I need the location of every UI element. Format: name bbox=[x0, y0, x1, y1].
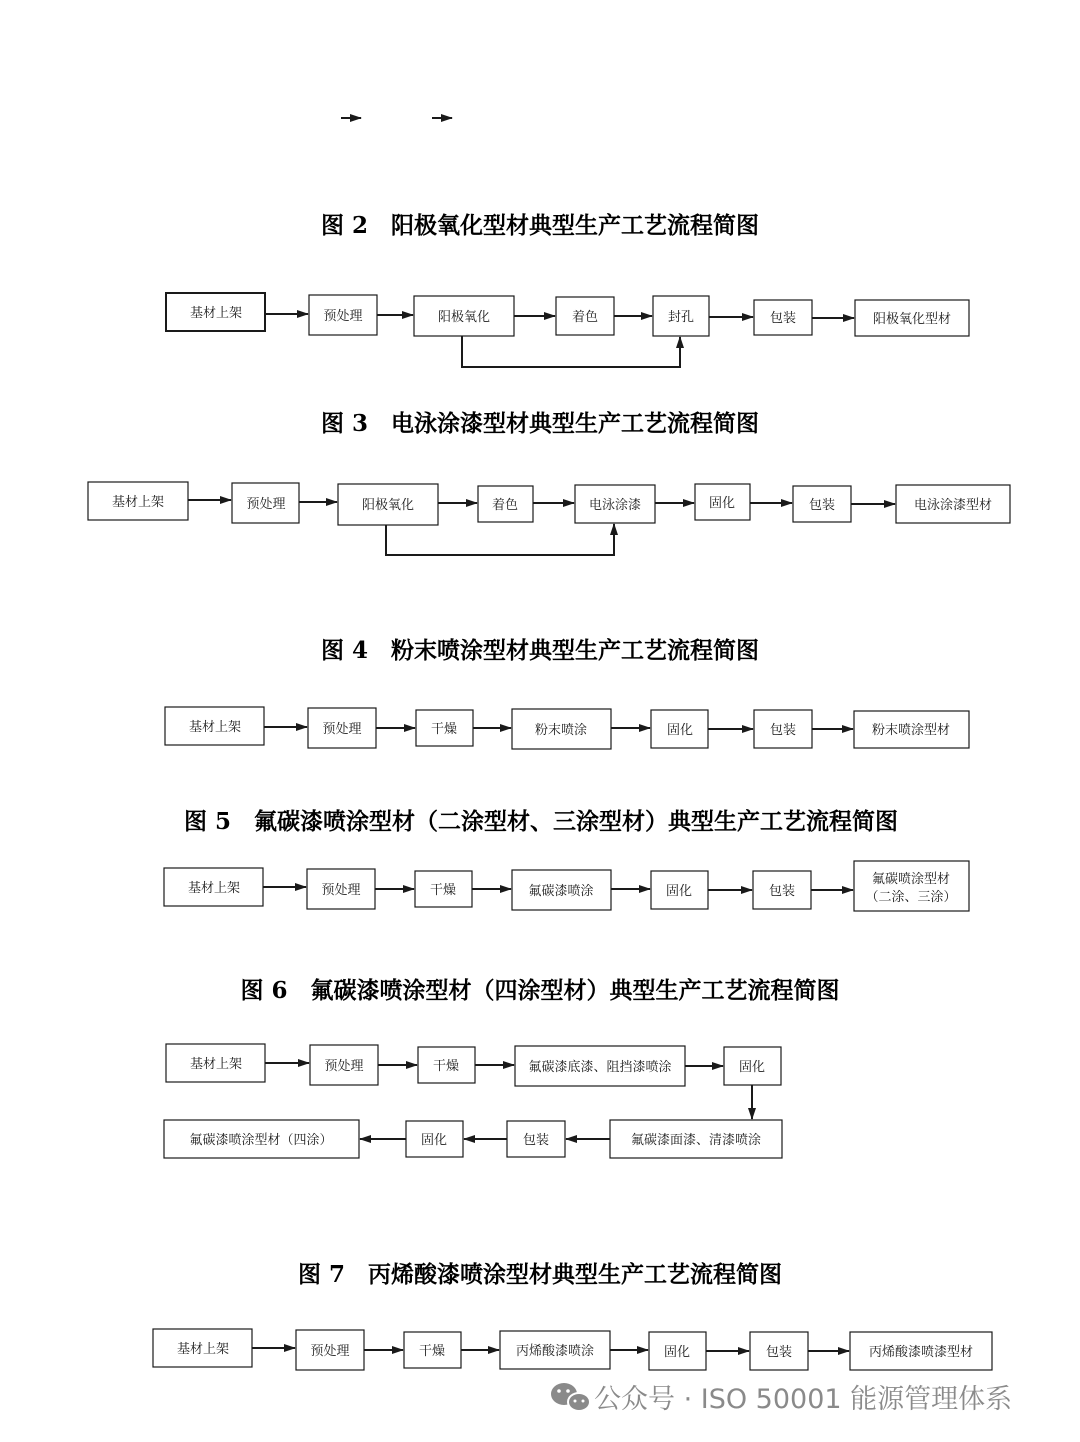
step-label: （二涂、三涂） bbox=[865, 890, 957, 905]
step-label: 基材上架 bbox=[189, 1057, 243, 1072]
step-label: 固化 bbox=[666, 723, 694, 738]
watermark-text: 公众号 · ISO 50001 能源管理体系 bbox=[594, 1384, 1013, 1415]
step-label: 丙烯酸漆喷涂 bbox=[515, 1344, 595, 1359]
wechat-icon bbox=[551, 1383, 590, 1411]
step-label: 固化 bbox=[663, 1345, 691, 1360]
step-label: 预处理 bbox=[310, 1344, 350, 1359]
step-label: 基材上架 bbox=[176, 1342, 230, 1357]
step-label: 丙烯酸漆喷漆型材 bbox=[868, 1345, 974, 1360]
step-label: 干燥 bbox=[430, 722, 458, 737]
step-label: 预处理 bbox=[321, 883, 361, 898]
step-label: 基材上架 bbox=[111, 495, 165, 510]
figure-3-flow bbox=[88, 482, 1010, 555]
step-label: 氟碳漆喷涂 bbox=[528, 884, 594, 899]
step-label: 包装 bbox=[808, 498, 836, 513]
step-label: 阳极氧化 bbox=[437, 310, 491, 325]
step-label: 预处理 bbox=[322, 722, 362, 737]
step-label: 包装 bbox=[768, 884, 796, 899]
figure-5-title: 图 5 氟碳漆喷涂型材（二涂型材、三涂型材）典型生产工艺流程简图 bbox=[183, 808, 899, 835]
step-label: 包装 bbox=[522, 1133, 550, 1148]
step-label: 固化 bbox=[420, 1133, 448, 1148]
step-label: 固化 bbox=[708, 496, 736, 511]
figure-7-title: 图 7 丙烯酸漆喷涂型材典型生产工艺流程简图 bbox=[297, 1261, 783, 1288]
step-label: 包装 bbox=[769, 723, 797, 738]
figure-2-flow bbox=[166, 293, 969, 367]
step-label: 固化 bbox=[738, 1060, 766, 1075]
step-label: 干燥 bbox=[418, 1344, 446, 1359]
step-label: 包装 bbox=[769, 311, 797, 326]
step-label: 包装 bbox=[765, 1345, 793, 1360]
step-label: 粉末喷涂 bbox=[534, 723, 588, 738]
step-label: 氟碳漆喷涂型材（四涂） bbox=[189, 1133, 333, 1148]
figure-6-title: 图 6 氟碳漆喷涂型材（四涂型材）典型生产工艺流程简图 bbox=[240, 977, 840, 1004]
step-label: 基材上架 bbox=[188, 720, 242, 735]
step-label: 基材上架 bbox=[189, 306, 243, 321]
watermark bbox=[551, 1383, 1012, 1415]
step-label: 干燥 bbox=[432, 1059, 460, 1074]
figure-2-title: 图 2 阳极氧化型材典型生产工艺流程简图 bbox=[320, 212, 760, 239]
step-label: 预处理 bbox=[324, 1059, 364, 1074]
step-label: 预处理 bbox=[246, 497, 286, 512]
step-label: 固化 bbox=[665, 884, 693, 899]
step-label: 阳极氧化 bbox=[361, 498, 415, 513]
step-label: 氟碳漆面漆、清漆喷涂 bbox=[630, 1133, 762, 1148]
step-label: 预处理 bbox=[323, 309, 363, 324]
step-label: 氟碳喷涂型材 bbox=[871, 872, 951, 887]
step-label: 粉末喷涂型材 bbox=[871, 723, 951, 738]
figure-3-title: 图 3 电泳涂漆型材典型生产工艺流程简图 bbox=[320, 410, 760, 437]
step-label: 阳极氧化型材 bbox=[872, 312, 952, 327]
step-label: 氟碳漆底漆、阻挡漆喷涂 bbox=[528, 1060, 672, 1075]
step-label: 基材上架 bbox=[187, 881, 241, 896]
step-label: 电泳涂漆 bbox=[588, 498, 642, 513]
step-label: 着色 bbox=[571, 310, 599, 325]
step-label: 着色 bbox=[491, 498, 519, 513]
step-label: 电泳涂漆型材 bbox=[913, 498, 993, 513]
step-label: 封孔 bbox=[667, 310, 695, 325]
figure-4-title: 图 4 粉末喷涂型材典型生产工艺流程简图 bbox=[320, 637, 760, 664]
step-label: 干燥 bbox=[429, 883, 457, 898]
